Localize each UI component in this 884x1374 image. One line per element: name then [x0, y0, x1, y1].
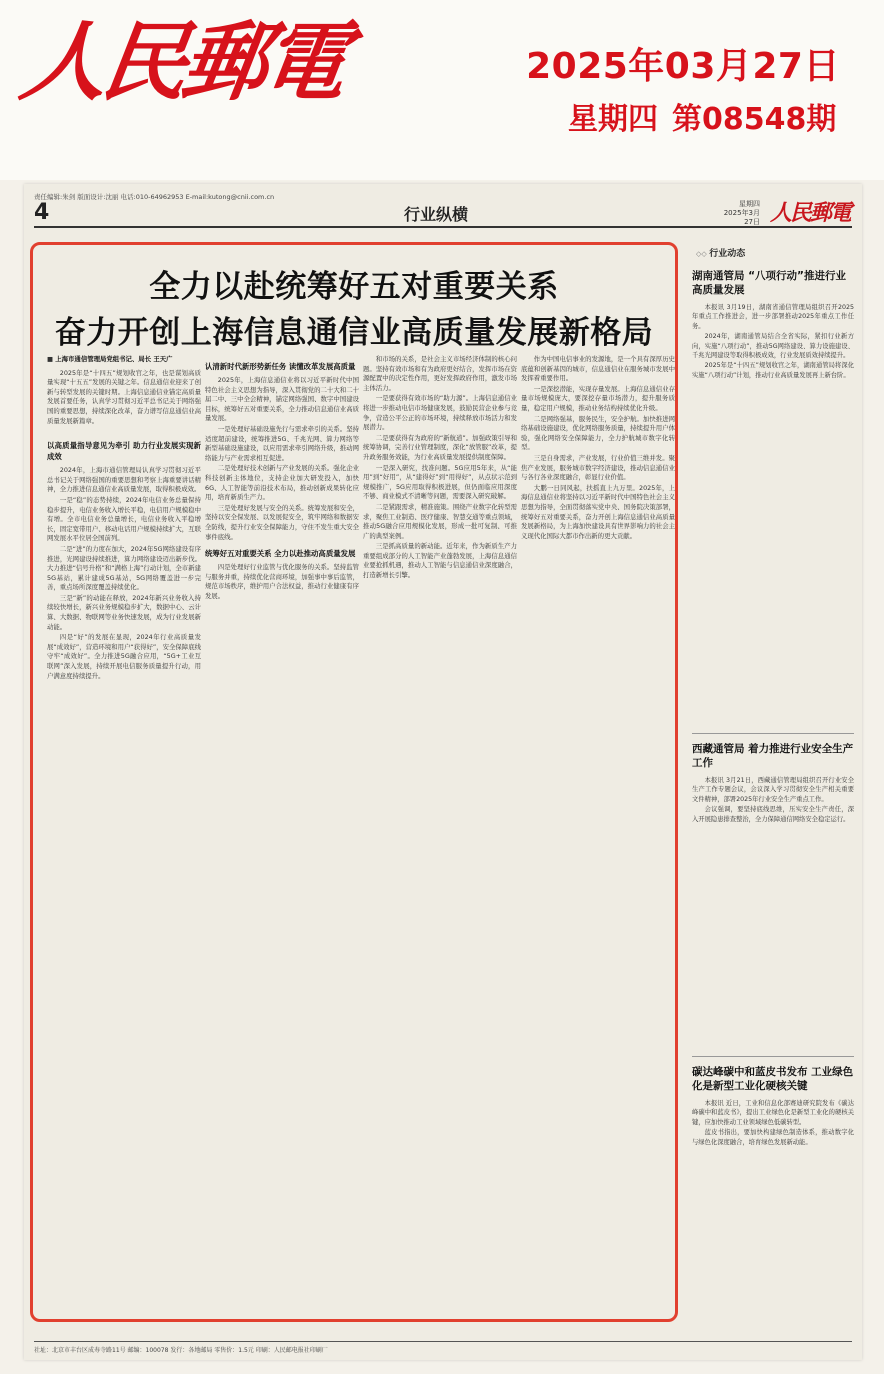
paragraph: 本报讯 近日，工业和信息化部赛迪研究院发布《碳达峰碳中和蓝皮书》，提出工业绿色化是新型工业化的硬核关键，应加快推动工业领域绿色低碳转型。 [692, 1100, 854, 1126]
article-column-2 [205, 355, 359, 1313]
article-column-4 [521, 355, 675, 1313]
newspaper-page [24, 184, 862, 1360]
sidebar-story-3-heading[interactable]: 碳达峰碳中和蓝皮书发布 工业绿色化是新型工业化硬核关键 [692, 1066, 854, 1092]
sidebar-story-1-heading[interactable]: 湖南通管局 “八项行动”推进行业高质量发展 [692, 270, 846, 296]
paragraph: 蓝皮书指出，要加快构建绿色制造体系，推动数字化与绿色化深度融合，培育绿色发展新动能。 [692, 1129, 854, 1146]
subhead: 统筹好五对重要关系 全力以赴推动高质量发展 [205, 549, 356, 559]
paragraph: 本报讯 3月19日，湖南省通信管理局组织召开2025年重点工作推进会，进一步部署推动2025年重点工作任务。 [692, 304, 854, 330]
editor-line: 责任编辑:朱剑 版面设计:沈丽 电话:010-64962953 E-mail:kutong@cnii.com.cn [34, 193, 275, 201]
paragraph: 本报讯 3月21日，西藏通信管理局组织召开行业安全生产工作专题会议，会议深入学习贯彻安全生产相关重要文件精神，部署2025年行业安全生产重点工作。 [692, 777, 854, 803]
main-article[interactable] [30, 242, 678, 1322]
paragraph: 一是处理好基础设施先行与需求牵引的关系。坚持适度超前建设，统筹推进5G、千兆光网、算力网络等新型基础设施建设，以应用需求牵引网络升级，推动网络能力与产业需求相互促进。 [205, 424, 359, 462]
paragraph: 一是“稳”的态势持续，2024年电信业务总量保持稳步提升，电信业务收入增长平稳，电信用户规模稳中有增。全市电信业务总量增长，电信业务收入平稳增长，固定宽带用户、移动电话用户规模持续扩大，互联网发展水平位居全国前列。 [47, 495, 201, 543]
paragraph: 三是处理好发展与安全的关系。统筹发展和安全，坚持以安全保发展、以发展促安全，筑牢网络和数据安全防线，提升行业安全保障能力，守住不发生重大安全事件底线。 [205, 503, 359, 541]
article-column-3 [363, 355, 517, 1313]
paragraph: 三是自身需求，产业发展，行业价值三维并发。聚焦产业发展，服务城市数字经济建设，推动信息通信业与各行各业深度融合，彰显行业价值。 [521, 453, 675, 482]
paragraph: 二是处理好技术创新与产业发展的关系。强化企业科技创新主体地位，支持企业加大研发投入，加快6G、人工智能等前沿技术布局，推动创新成果转化应用，培育新质生产力。 [205, 464, 359, 502]
headline-line-1: 全力以赴统筹好五对重要关系 [149, 269, 559, 305]
paragraph: 和市场的关系，是社会主义市场经济体制的核心问题。坚持有效市场和有为政府更好结合，发挥市场在资源配置中的决定性作用，更好发挥政府作用，激发市场主体活力。 [363, 355, 517, 392]
paragraph: 四是“好”的发展在显现，2024年行业高质量发展“成效好”，营造环境和用户“获得好”，安全保障底线守牢“成效好”。全力推进5G融合应用，“5G+工业互联网”深入发展，持续开展电信服务质量提升行动，用户满意度持续提升。 [47, 633, 201, 680]
page-date-text: 2025年3月27日 [723, 209, 760, 226]
paragraph: 四是处理好行业监管与优化服务的关系。坚持监管与服务并重，持续优化营商环境，加强事中事后监管，规范市场秩序，维护用户合法权益，推动行业健康有序发展。 [205, 563, 359, 600]
issue-weekday: 星期四 [568, 102, 658, 137]
article-column-1 [47, 355, 201, 1313]
issue-number: 第08548期 [672, 102, 837, 137]
paragraph: 三是抓高质量的新动能。近年来，作为新质生产力重要组成部分的人工智能产业蓬勃发展，上海信息通信业要抢抓机遇，推动人工智能与信息通信业深度融合，打造新增长引擎。 [363, 542, 517, 580]
paragraph: 二是紧跟需求，精准施策。围绕产业数字化转型需求，聚焦工业制造、医疗健康、智慧交通等重点领域，推动5G融合应用规模化发展，形成一批可复制、可推广的典型案例。 [363, 502, 517, 540]
section-title: 行业纵横 [404, 205, 469, 224]
paragraph: 一是深入研究，找准问题。5G应用5年来，从“能用”到“好用”，从“建得好”到“用得好”，从点状示范到规模推广，5G应用取得积极进展，但仍面临应用深度不够、商业模式不清晰等问题，需要深入研究破解。 [363, 463, 517, 501]
byline: ■ 上海市通信管理局党组书记、局长 王天广 [47, 355, 201, 365]
paragraph: 2025年是“十四五”规划收官之年，也是谋划高质量实现“十五五”发展的关键之年。信息通信业迎来了创新与转型发展的关键时期。上海信息通信业锚定高质量发展首要任务，认真学习贯彻习近平总书记关于网络强国的重要思想，持续深化改革，奋力谱写信息通信业高质量发展新篇章。 [47, 368, 201, 425]
paragraph: 一是深挖潜能，实现存量发展。上海信息通信业存量市场规模庞大，要深挖存量市场潜力，提升服务质量，稳定用户规模，推动业务结构持续优化升级。 [521, 384, 675, 412]
headline-line-2: 奋力开创上海信息通信业高质量发展新格局 [54, 315, 654, 351]
divider [692, 1056, 854, 1057]
paragraph: 会议强调，要坚持底线思维，压实安全生产责任，深入开展隐患排查整治，全力保障通信网络安全稳定运行。 [692, 806, 854, 823]
paragraph: 二是“进”的力度在加大，2024年5G网络建设有序推进，光网建设持续推进，算力网络建设迈出新步伐。大力推进“信号升格”和“满格上海”行动计划，全市新建5G基站，累计建成5G基站，5G网络覆盖进一步完善，重点场所深度覆盖持续优化。 [47, 544, 201, 592]
subhead: 以高质量指导意见为牵引 助力行业发展实现新成效 [47, 441, 201, 462]
sidebar-story-2-body [692, 776, 854, 1046]
paragraph: 二是要获得有为政府的“新航道”。加强政策引导和统筹协调，完善行业管理制度，深化“放管服”改革，提升政务服务效能，为行业高质量发展提供制度保障。 [363, 433, 517, 461]
page-weekday: 星期四 [739, 200, 760, 208]
page-date [716, 200, 760, 227]
newspaper-banner [0, 0, 884, 180]
paragraph: 2025年是“十四五”规划收官之年，湖南通管局将深化实施“八项行动”计划，推动行业高质量发展再上新台阶。 [692, 362, 854, 379]
page-footer: 社址：北京市丰台区成寿寺路11号 邮编：100078 发行：各地邮局 零售价：1.5元 印刷：人民邮电报社印刷厂 [34, 1341, 852, 1354]
sidebar-story-1-body [692, 303, 854, 723]
paragraph: 2024年，湖南通管局结合全省实际，紧扣行业新方向，实施“八项行动”，推动5G网络建设、算力设施建设、千兆光网建设等取得积极成效，行业发展质效持续提升。 [692, 333, 854, 360]
masthead-logo: 人民郵電 [14, 12, 350, 113]
paragraph: 三是“新”的动能在释放，2024年新兴业务收入持续较快增长，新兴业务规模稳步扩大，数据中心、云计算、大数据、物联网等业务快速发展，成为行业发展新动能。 [47, 593, 201, 631]
sidebar-story-3-body [692, 1099, 854, 1330]
sidebar-news [692, 240, 854, 1330]
page-number: 4 [34, 200, 50, 225]
paragraph: 一是要获得有效市场的“助力源”。上海信息通信业将进一步推动电信市场健康发展，鼓励民营企业参与竞争，营造公平公正的市场环境，持续释放市场活力和发展潜力。 [363, 394, 517, 432]
paragraph: 二是网络强基，服务民生，安全护航。加快推进网络基础设施建设，优化网络服务质量，持续提升用户体验，强化网络安全保障能力，全力护航城市数字化转型。 [521, 414, 675, 452]
paragraph: 作为中国电信事业的发源地，是一个具有深厚历史底蕴和创新基因的城市，信息通信业在服务城市发展中发挥着重要作用。 [521, 355, 675, 383]
divider [692, 733, 854, 734]
issue-date: 2025年03月27日 [526, 46, 840, 87]
subhead: 认清新时代新形势新任务 读懂改革发展高质量 [205, 362, 356, 371]
sidebar-label: ◇◇ 行业动态 [696, 246, 854, 259]
paragraph: 大鹏一日同风起，扶摇直上九万里。2025年，上海信息通信业将坚持以习近平新时代中国特色社会主义思想为指导，全面贯彻落实党中央、国务院决策部署，统筹好五对重要关系，奋力开创上海信息通信业高质量发展新格局，为上海加快建设具有世界影响力的社会主义现代化国际大都市作出新的更大贡献。 [521, 483, 675, 540]
paragraph: 2024年，上海市通信管理局认真学习贯彻习近平总书记关于网络强国的重要思想和考察上海重要讲话精神，全力推进信息通信业高质量发展，取得积极成效。 [47, 466, 201, 494]
page-logo: 人民郵電 [770, 200, 851, 226]
header-rule [34, 226, 852, 228]
paragraph: 2025年，上海信息通信业将以习近平新时代中国特色社会主义思想为指导，深入贯彻党的二十大和二十届二中、三中全会精神，锚定网络强国、数字中国建设目标，统筹好五对重要关系，全力推动信息通信业高质量发展。 [205, 376, 359, 423]
sidebar-story-2-heading[interactable]: 西藏通管局 着力推进行业安全生产工作 [692, 743, 854, 769]
